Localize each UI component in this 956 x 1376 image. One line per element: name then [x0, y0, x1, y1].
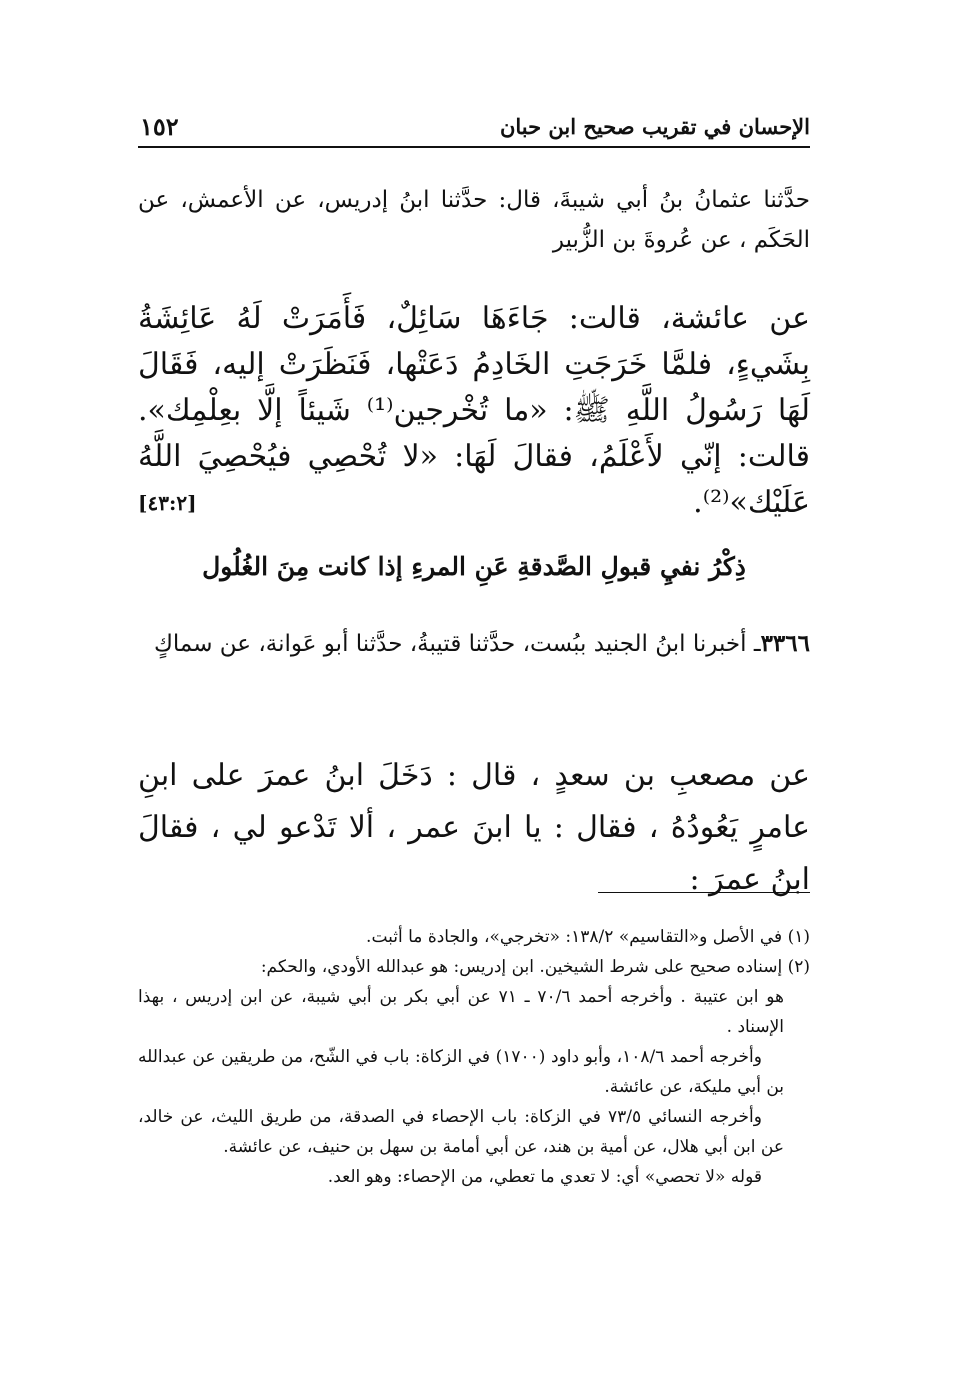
hadith-isnad-2-text: ـ أخبرنا ابنُ الجنيد ببُست، حدَّثنا قتيبةُ، حدَّثنا أبو عَوانة، عن سماكٍ	[153, 631, 761, 657]
hadith-isnad-2	[138, 622, 810, 666]
footnote-2-paragraph-2: وأخرجه أحمد ١٠٨/٦، وأبو داود (١٧٠٠) في الزكاة: باب في الشّح، من طريقين عن عبدالله بن أبي مليكة، عن عائشة.	[138, 1047, 784, 1097]
hadith-number: ٣٣٦٦	[760, 630, 810, 657]
footnote-2-paragraph-3: وأخرجه النسائي ٧٣/٥ في الزكاة: باب الإحصاء في الصدقة، من طريق الليث، عن خالد، عن ابن أبي هلال، عن أمية بن هند، عن أبي أمامة بن سهل بن حنيف، عن عائشة.	[138, 1107, 784, 1157]
footnotes	[138, 922, 810, 1192]
footnote-divider	[598, 892, 810, 893]
footnote-1: (١) في الأصل و«التقاسيم» ١٣٨/٢: «تخرجي»، والجادة ما أثبت.	[366, 927, 810, 947]
footnote-2-paragraph-4: قوله «لا تحصي» أي: لا تعدي ما تعطي، من الإحصاء: وهو العد.	[327, 1167, 762, 1187]
footnote-2: (٢) إسناده صحيح على شرط الشيخين. ابن إدريس: هو عبدالله الأودي، والحكم:	[260, 957, 810, 977]
running-header	[138, 110, 810, 148]
footnote-2-continuation: هو ابن عتيبة . وأخرجه أحمد ٧٠/٦ ـ ٧١ عن أبي بكر بن أبي شيبة، عن ابن إدريس ، بهذا الإسناد .	[138, 987, 784, 1037]
page-number: ١٥٢	[140, 112, 179, 141]
hadith-isnad: حدَّثنا عثمانُ بنُ أبي شيبةَ، قال: حدَّثنا ابنُ إدريس، عن الأعمش، عن الحَكَم ، عن عُروةَ بن الزُّبير	[138, 187, 810, 253]
hadith-matn-text: عن عائشة، قالت: جَاءَهَا سَائِلٌ، فَأَمَرَتْ لَهُ عَائِشَةُ بِشَيءٍ، فلمَّا خَرَجَتِ الخَادِمُ دَعَتْها، فَنَظَرَتْ إليه، فَقَالَ لَهَا رَسُولُ اللَّهِ ﷺ: «ما تُخْرجين⁽¹⁾ شَيئاً إلَّا بعِلْمِك». قالت: إنّي لأَعْلَمُ، فقالَ لَهَا: «لا تُحْصِي فيُحْصِيَ اللَّهُ عَلَيْك»⁽²⁾.	[138, 301, 810, 520]
hadith-matn-2: عن مصعبِ بن سعدٍ ، قال : دَخَلَ ابنُ عمرَ على ابنِ عامرٍ يَعُودُهُ ، فقال : يا ابنَ عمر ، ألا تَدْعو لي ، فقالَ ابنُ عمرَ :	[138, 758, 810, 897]
hadith-reference: [٤٣:٢]	[138, 491, 197, 515]
hadith-matn	[138, 296, 810, 526]
book-title: الإحسان في تقريب صحيح ابن حبان	[499, 114, 810, 139]
chapter-heading: ذِكْرُ نفيِ قبولِ الصَّدقةِ عَنِ المرءِ إذا كانت مِنَ الغُلُول	[202, 552, 746, 581]
